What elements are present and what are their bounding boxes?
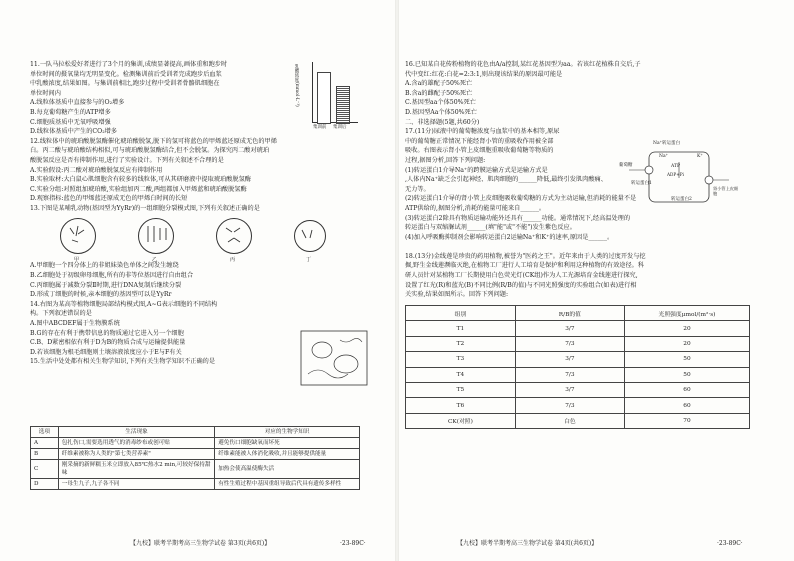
right-text-line: 18.(13分)金线莲是珍贵的药用植物,被誉为"医药之王"。近年来由于人类的过度开发与挖 xyxy=(405,252,646,260)
table-row xyxy=(406,352,750,367)
table-row xyxy=(406,382,750,397)
right-text-line: B.含a的雌配子50%死亡 xyxy=(405,89,473,97)
right-text-line: C.基因型aa个体50%死亡 xyxy=(405,99,476,107)
table-cell: 包扎伤口,需要选用透气的消毒纱布或创可贴 xyxy=(58,438,214,449)
table-cell: T4 xyxy=(406,367,516,382)
label-bing: 丙 xyxy=(230,257,236,263)
table-row xyxy=(31,449,360,460)
left-text-line: C.B、D紧密相依有利于D为B的物质合成与运输提供能量 xyxy=(30,339,186,347)
table-row xyxy=(406,367,750,382)
table-cell: 7/3 xyxy=(515,398,624,413)
table-header-cell: 选项 xyxy=(31,427,59,438)
left-text-line: 13.下图是某哺乳动物(基因型为YyRr)的一组细胞分裂模式图,下列有关叙述正确的是 xyxy=(30,204,260,212)
left-text-line: 白。丙二酸与琥珀酸结构相似,可与琥珀酸脱氢酶结合,但不会脱氢。为探究丙二酸对琥珀 xyxy=(30,147,270,155)
table-cell: 纤维素被称为人类的"第七类营养素" xyxy=(58,449,214,460)
right-text-line: 无力等。 xyxy=(405,185,430,193)
left-text-line: 单位时间内 xyxy=(30,89,61,97)
left-text-line: 中乳酸浓度,结果如图。与集训前相比,跑步过程中受训者骨骼肌细胞在 xyxy=(30,80,220,88)
footer-page4: 【九校】联考半期考高三生物学试卷 第4页(共6页)】 xyxy=(457,540,598,547)
table-cell: T5 xyxy=(406,382,516,397)
left-text-line: D.若该细胞为根毛细胞则土壤溶液浓度应小于E与F有关 xyxy=(30,348,182,356)
right-text-line: ,人体内Na⁺缺乏会引起神经、肌肉细胞的______降低,最终引发肌肉酸痛、 xyxy=(405,176,607,184)
right-text-line: 16.已知某自花传粉植物的花色由A/a控制,某红花基因型为aa。若该红花植株自交后,子 xyxy=(405,61,641,68)
chromosome-marks xyxy=(50,216,350,256)
table-row xyxy=(31,438,360,449)
table-row xyxy=(31,460,360,479)
q18-table xyxy=(405,305,750,429)
table-cell: 7/3 xyxy=(515,336,624,351)
left-text-line: A.甲细胞一个四分体上的非姐妹染色单体之间发生缠绕 xyxy=(30,262,179,270)
left-text-line: 单位时间的摄氧量均无明显变化。检测集训前后受训者完成跑步后血浆 xyxy=(30,70,222,78)
table-cell: 一母生九子,九子各不同 xyxy=(58,479,214,490)
right-text-line: 关实验,结果如图所示。回答下列问题: xyxy=(405,291,509,299)
label-glucose: 葡萄糖 xyxy=(619,163,633,168)
table-cell: B xyxy=(31,449,59,460)
right-text-line: 17.(11分)尿液中的葡萄糖浓度与血浆中的基本相等,原尿 xyxy=(405,128,560,136)
right-text-line: D.基因型Aa个体50%死亡 xyxy=(405,108,477,116)
table-header-cell: 对应的生物学知识 xyxy=(215,427,360,438)
right-text-line: 设置了红光(R)和蓝光(B)不同比例(R/B的值)与不同光照强度的实验组合(如表)进行相 xyxy=(405,281,637,289)
table-header-cell: 光照强度μmol/(m²·s) xyxy=(624,306,749,321)
label-ding: 丁 xyxy=(306,257,312,263)
left-text-line: B.每克葡萄糖产生的ATP增多 xyxy=(30,108,111,116)
chart-cat-0: 集训前 xyxy=(313,125,327,130)
table-cell: 50 xyxy=(624,352,749,367)
right-text-line: A.含a的雄配子50%死亡 xyxy=(405,80,473,88)
right-text-line: (1)转运蛋白1介导Na⁺的跨膜运输方式是运输方式是 xyxy=(405,166,548,174)
table-cell: 70 xyxy=(624,413,749,428)
table-cell: 白色 xyxy=(515,413,624,428)
label-transporter1: 转运蛋白1 xyxy=(631,181,652,186)
table-header-cell: 生活现象 xyxy=(58,427,214,438)
right-text-line: 过程,据图分析,回答下列问题: xyxy=(405,156,486,164)
label-jia: 甲 xyxy=(74,257,80,263)
label-na: Na⁺ xyxy=(659,154,668,159)
q15-table xyxy=(30,426,360,490)
label-na-protein: Na⁺转运蛋白 xyxy=(653,141,680,146)
label-adp: ADP+Pi xyxy=(667,172,684,177)
table-cell: 有性生殖过程中基因重组导致后代具有遗传多样性 xyxy=(215,479,360,490)
right-text-line: (2)转运蛋白1介导的肾小管上皮细胞吸收葡萄糖的方式为主动运输,但消耗的能量不是 xyxy=(405,195,637,203)
table-cell: 避免伤口细胞缺氧而坏死 xyxy=(215,438,360,449)
left-text-line: D.形成丁细胞的时候,亲本细胞的基因型可以是YyRr xyxy=(30,291,172,299)
chart-cat-1: 集训后 xyxy=(333,125,347,130)
table-cell: 3/7 xyxy=(515,352,624,367)
table-cell: 3/7 xyxy=(515,382,624,397)
chart-ylabel: 乳酸浓度(mmol·L⁻¹) xyxy=(294,64,299,107)
table-cell: 刚采摘的新鲜糯玉米立即放入85℃热水2 min,可较好保持甜味 xyxy=(58,460,214,479)
left-text-line: D.观察指标:蓝色的甲烯蓝还原成无色的甲烯白时间的长短 xyxy=(30,195,188,203)
left-text-line: 11.一队马拉松爱好者进行了3个月的集训,成绩显著提高,画体重和跑步时 xyxy=(30,61,228,68)
table-header-cell: 组别 xyxy=(406,306,516,321)
lactate-bar-chart xyxy=(294,62,360,132)
table-cell: T1 xyxy=(406,321,516,336)
right-text-line: 掘,野生金线莲濒临灭绝,在植物工厂进行人工培育是保护和利用这种植物的有效途径。科 xyxy=(405,262,645,270)
table-cell: CK(对照) xyxy=(406,413,516,428)
table-cell: 60 xyxy=(624,398,749,413)
label-yi: 乙 xyxy=(152,257,158,263)
table-cell: 20 xyxy=(624,321,749,336)
left-text-line: 12.线粒体中的琥珀酸脱氢酶催化琥珀酸脱氢,脱下的氢可将蓝色的甲烯蓝还原成无色的甲烯 xyxy=(30,137,277,145)
right-text-line: 研人员针对某植物工厂长期使用白色荧光灯(CK组)作为人工光源培育金线莲进行探究, xyxy=(405,272,638,280)
table-cell: T2 xyxy=(406,336,516,351)
left-text-line: D.线粒体基质中产生的CO₂增多 xyxy=(30,128,118,136)
right-text-line: 二、非选择题(5题,共60分) xyxy=(405,118,480,126)
table-row xyxy=(406,336,750,351)
bar-after xyxy=(336,86,350,124)
left-text-line: B.G的存在有利于携带信息的物质通过它进入另一个细胞 xyxy=(30,329,184,337)
left-text-line: A.图中ABCDEF属于生物膜系统 xyxy=(30,320,120,328)
table-cell: T3 xyxy=(406,352,516,367)
table-cell: T6 xyxy=(406,398,516,413)
exam-page-4 xyxy=(397,0,794,561)
left-text-line: A.线粒体基质中直接参与的O₂增多 xyxy=(30,99,125,107)
label-transporter2: 转运蛋白2 xyxy=(671,197,692,202)
table-header-cell: R/B的值 xyxy=(515,306,624,321)
left-text-line: C.实验分组:对照组加琥珀酸,实验组加丙二酸,两组都加入甲烯蓝和琥珀酸脱氢酶 xyxy=(30,185,247,193)
table-cell: 50 xyxy=(624,367,749,382)
left-text-line: C.丙细胞属于减数分裂Ⅱ时期,进行DNA复制后继续分裂 xyxy=(30,281,182,289)
table-row xyxy=(406,413,750,428)
left-text-line: B.实验取材:大白鼠心肌细胞含有较多的线粒体,可从其研磨液中提取琥珀酸脱氢酶 xyxy=(30,176,251,184)
right-text-line: (3)转运蛋白2除具有物质运输功能外还具有______功能。通常情况下,经高温处理的 xyxy=(405,214,631,222)
right-text-line: 转运蛋白与双缩脲试剂______(填"能"或"不能")发生紫色反应。 xyxy=(405,224,576,232)
table-row xyxy=(406,398,750,413)
right-text-line: (4)加入呼吸酶抑制剂会影响转运蛋白2运输Na⁺和K⁺的速率,原因是______。 xyxy=(405,233,614,241)
left-text-line: B.乙细胞处于初级卵母细胞,所有的非等位基因进行自由组合 xyxy=(30,272,194,280)
label-atp: ATP xyxy=(671,164,681,169)
table-cell: A xyxy=(31,438,59,449)
left-text-line: 构。下列叙述错误的是 xyxy=(30,310,92,318)
left-text-line: A.实验假设:丙二酸对琥珀酸脱氢反应有抑制作用 xyxy=(30,166,163,174)
cell-division-figures xyxy=(50,216,350,266)
renal-tubule-diagram xyxy=(619,140,739,210)
right-text-line: ATP供给的,据图分析,消耗的能量可能来自______。 xyxy=(405,204,546,212)
right-text-line: 中的葡萄糖正常情况下能经肾小管的重吸收作用被全部 xyxy=(405,137,554,145)
right-text-line: 吸收。右图表示肾小管上皮细胞重吸收葡萄糖等物质的 xyxy=(405,147,554,155)
table-row xyxy=(31,479,360,490)
left-text-line: C.细胞质基质中无氧呼吸增强 xyxy=(30,118,111,126)
table-cell: 7/3 xyxy=(515,367,624,382)
left-text-line: 14.右图为某高等植物细胞局部结构模式图,A~G表示细胞的不同结构 xyxy=(30,300,218,308)
table-row xyxy=(406,321,750,336)
footer-page3: 【九校】联考半期考高三生物学试卷 第3页(共6页)】 xyxy=(130,540,271,547)
footer-code-left: ·23-89C· xyxy=(340,540,366,547)
footer-code-right: ·23-89C· xyxy=(717,540,743,547)
left-text-line: 15.生活中处处都有相关生物学知识,下列有关生物学知识不正确的是 xyxy=(30,358,216,366)
bar-before xyxy=(317,72,331,124)
table-cell: 20 xyxy=(624,336,749,351)
plant-cell-diagram xyxy=(300,330,368,386)
table-cell: 3/7 xyxy=(515,321,624,336)
right-text-line xyxy=(405,242,750,252)
left-text-line: 酸脱氢反应是否有抑制作用,进行了实验设计。下列有关叙述不合理的是 xyxy=(30,156,224,164)
table-cell: C xyxy=(31,460,59,479)
table-cell: D xyxy=(31,479,59,490)
right-text-line: 代中变红:红花:白花=2:3:1,则出现该结果的原因最可能是 xyxy=(405,70,563,78)
table-cell: 纤维素能被人体消化吸收,并且能够提供能量 xyxy=(215,449,360,460)
table-cell: 加热会使高温使酶失活 xyxy=(215,460,360,479)
label-k: K⁺ xyxy=(697,154,703,159)
table-cell: 60 xyxy=(624,382,749,397)
label-tubule-cell: 肾小管上皮细胞 xyxy=(713,186,739,196)
